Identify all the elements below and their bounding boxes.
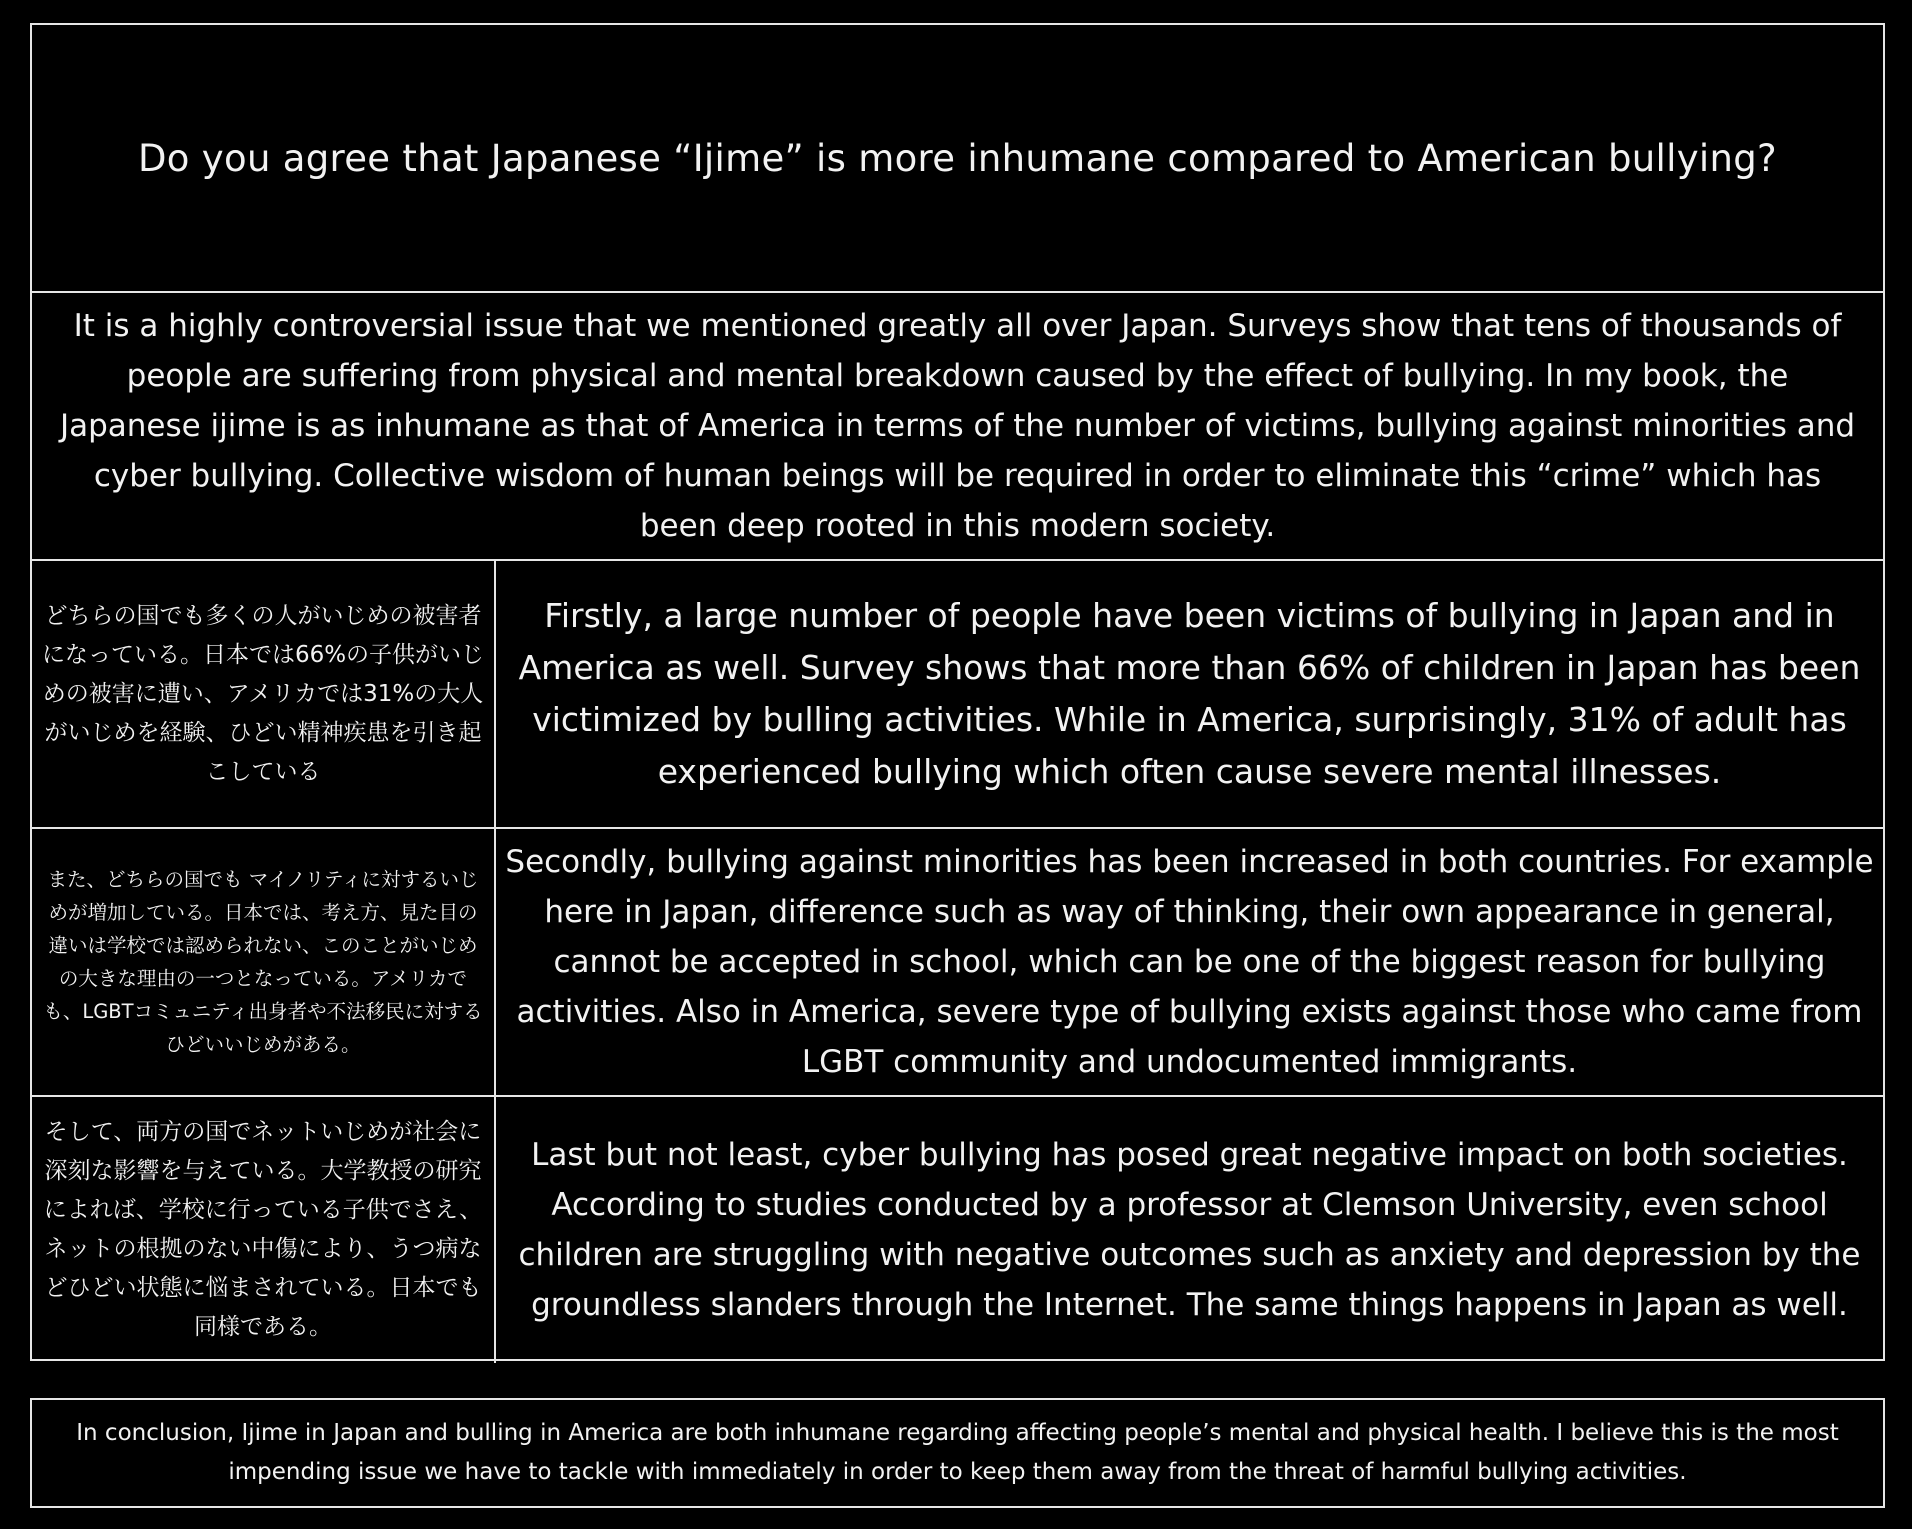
english-paragraph-1: Firstly, a large number of people have been victims of bullying in Japan and in America as well. Survey shows that more than 66% of children in Japan has been victimized by bulling activities. While in America, surprisingly, 31% of adult has experienced bullying which often cause severe mental illnesses.	[518, 596, 1861, 791]
point-row-1	[32, 561, 1883, 829]
essay-title-row	[32, 25, 1883, 293]
english-paragraph-3: Last but not least, cyber bullying has posed great negative impact on both societies. According to studies conducted by a professor at Clemson University, even school children are struggling with negative outcomes such as anxiety and depression by the groundless slanders through the Internet. The same things happens in Japan as well.	[518, 1137, 1861, 1323]
essay-title: Do you agree that Japanese “Ijime” is more inhumane compared to American bullying?	[138, 136, 1777, 180]
japanese-summary-2: また、どちらの国でも マイノリティに対するいじめが増加している。日本では、考え方、見た目の違いは学校では認められない、このことがいじめの大きな理由の一つとなっている。アメリカでも、LGBTコミュニティ出身者や不法移民に対するひどいいじめがある。	[32, 829, 496, 1095]
essay-table	[30, 23, 1885, 1361]
point-row-3	[32, 1097, 1883, 1363]
conclusion-box	[30, 1398, 1885, 1508]
point-row-2	[32, 829, 1883, 1097]
conclusion-text: In conclusion, Ijime in Japan and bulling in America are both inhumane regarding affecting people’s mental and physical health. I believe this is the most impending issue we have to tackle with immediately in order to keep them away from the threat of harmful bullying activities.	[76, 1420, 1839, 1485]
introduction-text: It is a highly controversial issue that we mentioned greatly all over Japan. Surveys show that tens of thousands of people are suffering from physical and mental breakdown caused by the effect of bullying. In my book, the Japanese ijime is as inhumane as that of America in terms of the number of victims, bullying against minorities and cyber bullying. Collective wisdom of human beings will be required in order to eliminate this “crime” which has been deep rooted in this modern society.	[59, 308, 1856, 544]
english-paragraph-2: Secondly, bullying against minorities has been increased in both countries. For example here in Japan, difference such as way of thinking, their own appearance in general, cannot be accepted in school, which can be one of the biggest reason for bullying activities. Also in America, severe type of bullying exists against those who came from LGBT community and undocumented immigrants.	[505, 844, 1874, 1080]
introduction-row	[32, 293, 1883, 561]
japanese-summary-1: どちらの国でも多くの人がいじめの被害者になっている。日本では66%の子供がいじめの被害に遭い、アメリカでは31%の大人がいじめを経験、ひどい精神疾患を引き起こしている	[32, 561, 496, 827]
japanese-summary-3: そして、両方の国でネットいじめが社会に深刻な影響を与えている。大学教授の研究によれば、学校に行っている子供でさえ、ネットの根拠のない中傷により、うつ病などひどい状態に悩まされている。日本でも同様である。	[32, 1097, 496, 1363]
